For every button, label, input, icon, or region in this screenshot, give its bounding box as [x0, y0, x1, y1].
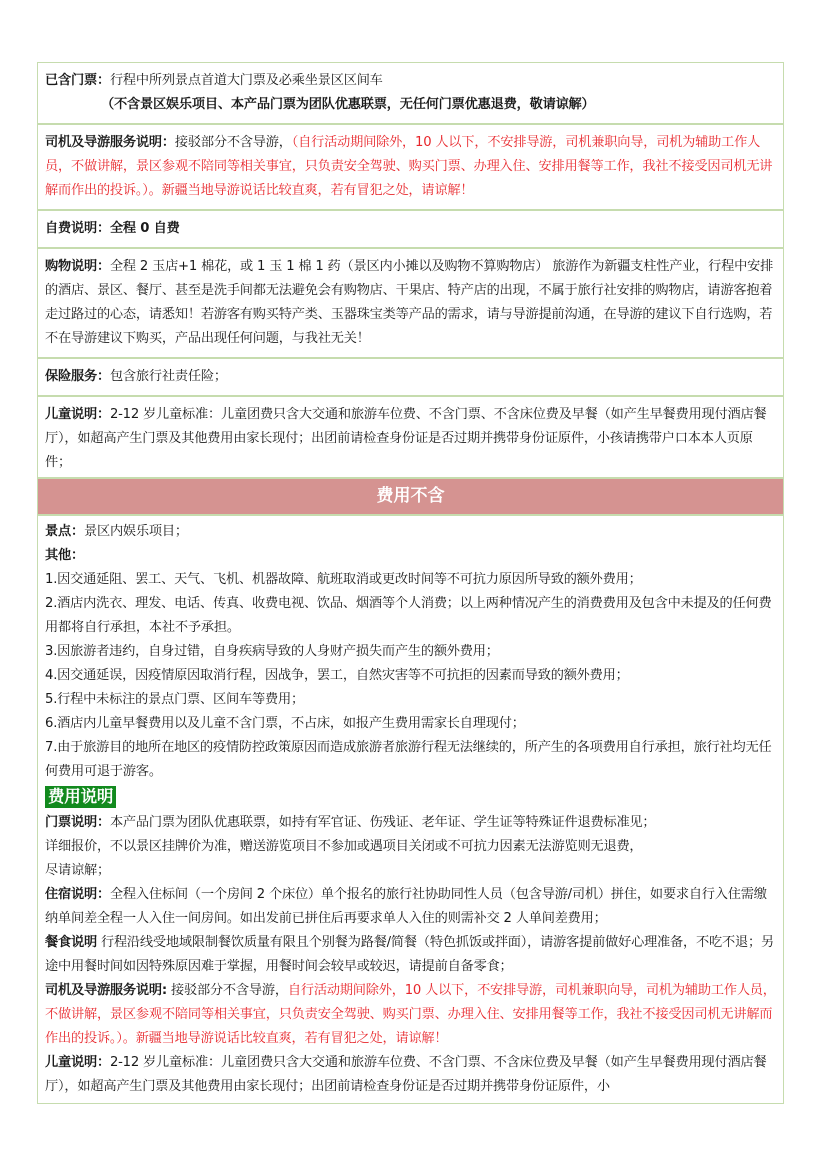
section-label: 司机及导游服务说明:: [45, 983, 167, 998]
excluded-item: 6.酒店内儿童早餐费用以及儿童不含门票，不占床，如报产生费用需家长自理现付；: [45, 716, 525, 731]
excluded-item: 7.由于旅游目的地所在地区的疫情防控政策原因而造成旅游者旅游行程无法继续的，所产生的各项费用自行承担，旅行社均无任何费用可退于游客。: [45, 740, 772, 779]
section-label: 司机及导游服务说明：: [45, 135, 175, 150]
excluded-item: 3.因旅游者违约，自身过错，自身疾病导致的人身财产损失而产生的额外费用；: [45, 644, 499, 659]
section-label: 门票说明：: [45, 815, 110, 830]
section-text: 景区内娱乐项目；: [83, 524, 188, 539]
included-tickets-section: [38, 63, 783, 125]
shopping-section: [38, 249, 783, 359]
section-label: 购物说明：: [45, 259, 110, 274]
section-text: 尽请谅解；: [45, 863, 110, 878]
section-text: 行程沿线受地域限制餐饮质量有限且个别餐为路餐/简餐（特色抓饭或拌面），请游客提前做好心理准备，不吃不退；另途中用餐时间如因特殊原因难于掌握，用餐时间会较早或较迟，请提前自备零食；: [45, 935, 774, 974]
section-text: 详细报价，不以景区挂牌价为准，赠送游览项目不参加或遇项目关闭或不可抗力因素无法游览则无退费，: [45, 839, 643, 854]
section-text: 全程入住标间（一个房间 2 个床位）单个报名的旅行社协助同性人员（包含导游/司机）拼住，如要求自行入住需缴纳单间差全程一人入住一间房间。如出发前已拼住后再要求单人入住的则需补交 2 人单间差费用；: [45, 887, 767, 926]
section-text: 接驳部分不含导游，: [170, 983, 288, 998]
tickets-note: （不含景区娱乐项目、本产品门票为团队优惠联票，无任何门票优惠退费，敬请谅解）: [101, 97, 595, 112]
excluded-item: 5.行程中未标注的景点门票、区间车等费用；: [45, 692, 304, 707]
section-text: 包含旅行社责任险；: [109, 369, 227, 384]
section-text: 全程 2 玉店+1 棉花，或 1 玉 1 棉 1 药（景区内小摊以及购物不算购物店） 旅游作为新疆支柱性产业，行程中安排的酒店、景区、餐厅、甚至是洗手间都无法避免会有购物店、干果店、特产店的出现，不属于旅行社安排的购物店，请游客抱着走过路过的心态，请悉知！若游客有购买特产类、玉器珠宝类等产品的需求，请与导游提前沟通，在导游的建议下自行选购，若不在导游建议下购买，产品出现任何问题，与我社无关！: [45, 259, 774, 346]
section-label: 儿童说明：: [45, 1055, 110, 1070]
excluded-item: 1.因交通延阻、罢工、天气、飞机、机器故障、航班取消或更改时间等不可抗力原因所导致的额外费用；: [45, 572, 642, 587]
excluded-section: [38, 516, 783, 1099]
document-frame: [37, 62, 784, 1104]
section-label: 餐食说明: [45, 935, 97, 950]
section-text: 全程 0 自费: [109, 221, 180, 236]
self-pay-section: [38, 211, 783, 249]
driver-guide-section: [38, 125, 783, 211]
excluded-banner: 费用不含: [38, 479, 783, 516]
section-text: 行程中所列景点首道大门票及必乘坐景区区间车: [109, 73, 383, 88]
section-label: 住宿说明：: [45, 887, 110, 902]
section-label: 儿童说明：: [45, 407, 110, 422]
section-text: 2-12 岁儿童标准：儿童团费只含大交通和旅游车位费、不含门票、不含床位费及早餐（如产生早餐费用现付酒店餐厅），如超高产生门票及其他费用由家长现付；出团前请检查身份证是否过期并携带身份证原件，小孩请携带户口本本人页原件；: [45, 407, 767, 470]
section-text: 2-12 岁儿童标准：儿童团费只含大交通和旅游车位费、不含门票、不含床位费及早餐（如产生早餐费用现付酒店餐厅），如超高产生门票及其他费用由家长现付；出团前请检查身份证是否过期并携带身份证原件，小: [45, 1055, 767, 1094]
warning-text: （自行活动期间除外，10 人以下，不安排导游，司机兼职向导，司机为辅助工作人员，不做讲解，景区参观不陪同等相关事宜，只负责安全驾驶、购买门票、办理入住、安排用餐等工作，我社不接受因司机无讲解而作出的投诉。）。新疆当地导游说话比较直爽，若有冒犯之处，请谅解！: [45, 135, 773, 198]
excluded-item: 4.因交通延误，因疫情原因取消行程，因战争，罢工，自然灾害等不可抗拒的因素而导致的额外费用；: [45, 668, 629, 683]
section-label: 已含门票：: [45, 73, 110, 88]
section-label: 景点：: [45, 524, 84, 539]
excluded-item: 2.酒店内洗衣、理发、电话、传真、收费电视、饮品、烟酒等个人消费；以上两种情况产生的消费费用及包含中未提及的任何费用都将自行承担，本社不予承担。: [45, 596, 772, 635]
section-label: 自费说明：: [45, 221, 110, 236]
fee-notes-tag: 费用说明: [45, 786, 116, 808]
section-text: 接驳部分不含导游，: [174, 135, 292, 150]
children-section: [38, 397, 783, 479]
section-label: 保险服务：: [45, 369, 110, 384]
section-text: 本产品门票为团队优惠联票，如持有军官证、伤残证、老年证、学生证等特殊证件退费标准见；: [109, 815, 656, 830]
insurance-section: [38, 359, 783, 397]
warning-text: 自行活动期间除外，10 人以下，不安排导游，司机兼职向导，司机为辅助工作人员，不做讲解，景区参观不陪同等相关事宜，只负责安全驾驶、购买门票、办理入住、安排用餐等工作，我社不接受因司机无讲解而作出的投诉。）。新疆当地导游说话比较直爽，若有冒犯之处，请谅解！: [45, 983, 776, 1046]
other-label: 其他：: [45, 548, 84, 563]
